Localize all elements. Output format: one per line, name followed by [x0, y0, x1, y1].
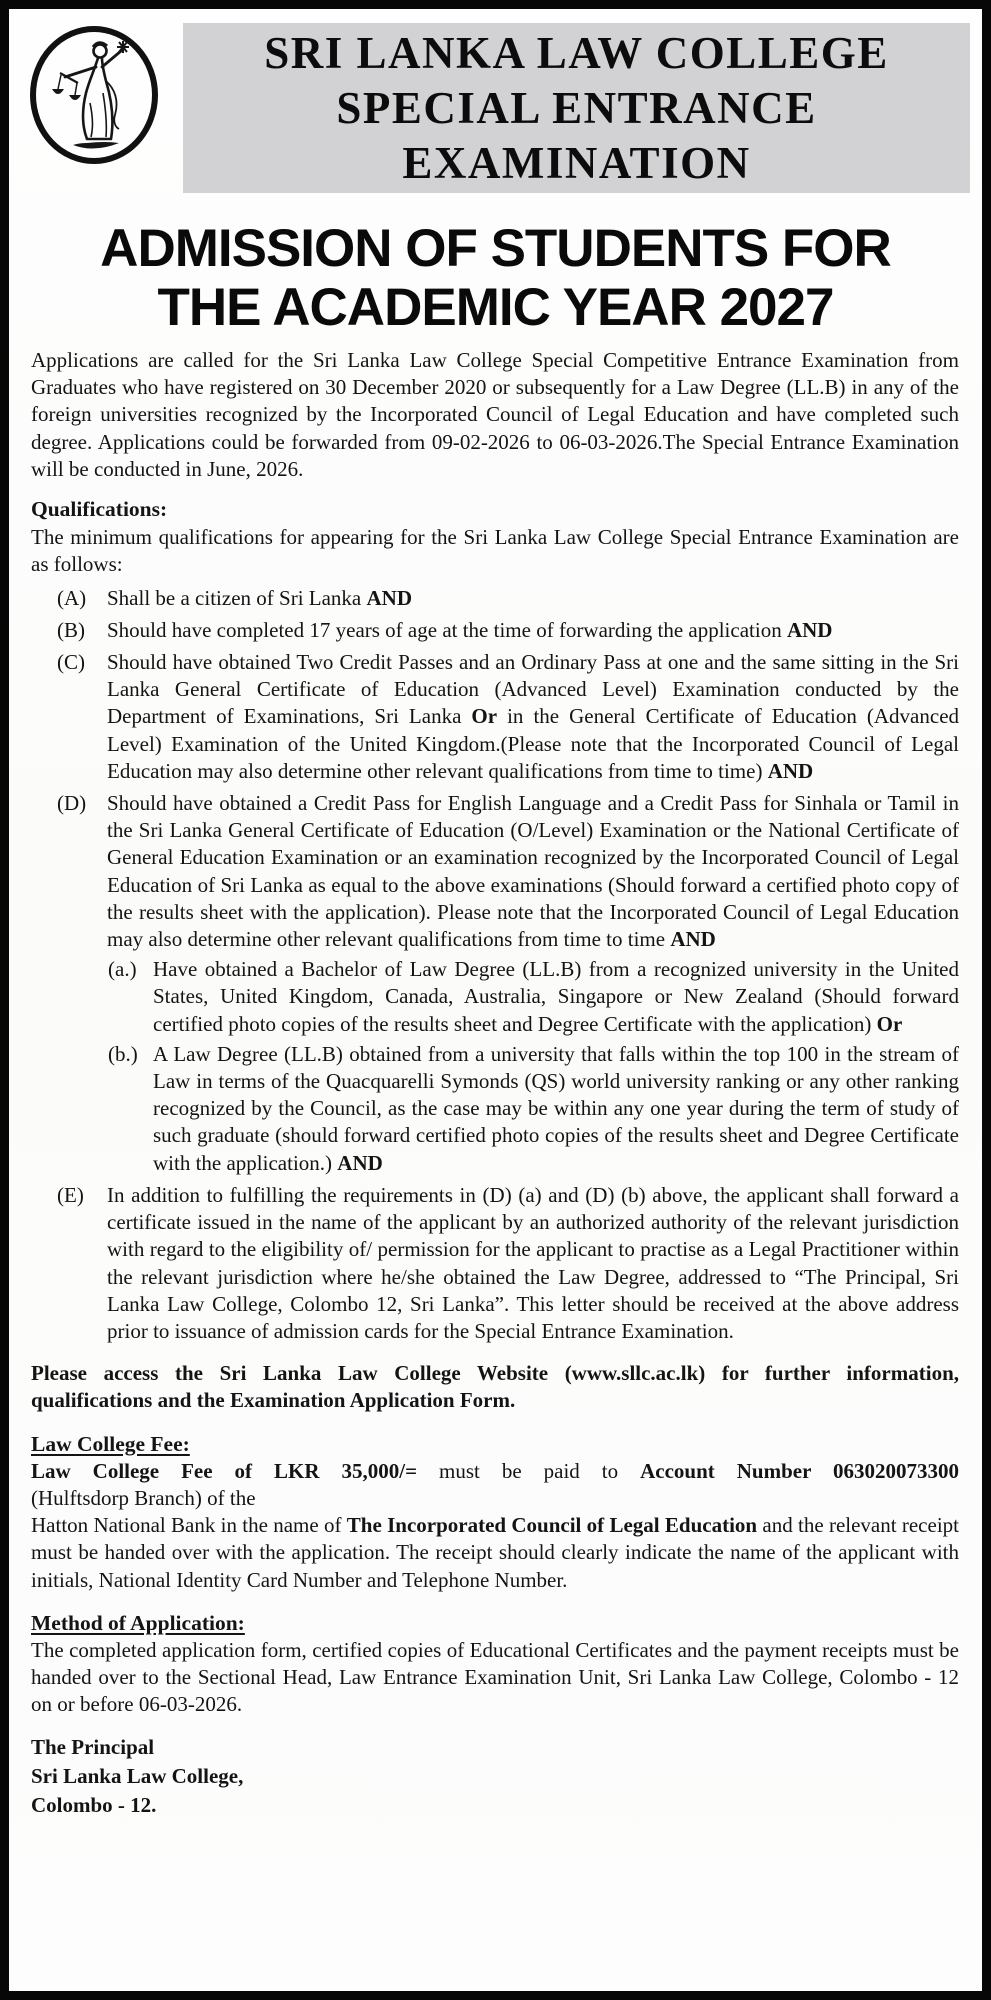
college-title-line: SPECIAL ENTRANCE: [336, 82, 817, 133]
qualifications-heading: Qualifications:: [31, 497, 168, 522]
fee-line-1: Law College Fee of LKR 35,000/= must be paid to Account Number 063020073300: [31, 1458, 959, 1483]
qualification-item-c: [31, 649, 959, 785]
method-heading: Method of Application:: [31, 1610, 245, 1635]
intro-paragraph: Applications are called for the Sri Lanka Law College Special Competitive Entrance Examination from Graduates who have registered on 30 December 2020 or subsequently for a Law Degree (LL.B) in any of the foreign universities recognized by the Incorporated Council of Legal Education and have completed such degree. Applications could be forwarded from 09-02-2026 to 06-03-2026.The Special Entrance Examination will be conducted in June, 2026.: [31, 348, 959, 481]
signature-line-city: Colombo - 12.: [31, 1792, 157, 1817]
qualification-subitem-b: [107, 1041, 959, 1177]
subitem-text: A Law Degree (LL.B) obtained from a university that falls within the top 100 in the stream of Law in terms of the Quacquarelli Symonds (QS) world university ranking or any other ranking recognized by the Council, as the case may be within any one year during the term of study of such graduate (should forward certified photo copies of the results sheet and Degree Certificate with the application.) AND: [153, 1041, 959, 1175]
item-marker: (D): [57, 791, 87, 816]
fee-section: [31, 1431, 959, 1594]
item-text: In addition to fulfilling the requirements in (D) (a) and (D) (b) above, the applicant shall forward a certificate issued in the name of the applicant by an authorized authority of the relevant jurisdiction with regard to the eligibility of/ permission for the applicant to practise as a Legal Practitioner within the relevant jurisdiction where he/she obtained the Law Degree, addressed to “The Principal, Sri Lanka Law College, Colombo 12, Sri Lanka”. This letter should be received at the above address prior to issuance of admission cards for the Special Entrance Examination.: [107, 1182, 959, 1343]
college-title-line: SRI LANKA LAW COLLEGE: [264, 27, 889, 78]
signature-line-principal: The Principal: [31, 1734, 155, 1759]
item-marker: (E): [57, 1182, 84, 1207]
headline: [9, 219, 982, 337]
qualifications-lead: The minimum qualifications for appearing for the Sri Lanka Law College Special Entrance Examination are as follows:: [31, 525, 959, 577]
signature-line-college: Sri Lanka Law College,: [31, 1763, 244, 1788]
qualification-item-b: [31, 617, 959, 644]
title-box: [183, 23, 970, 193]
headline-line-2: THE ACADEMIC YEAR 2027: [157, 278, 834, 337]
qualification-item-a: [31, 585, 959, 612]
signature-block: [31, 1733, 959, 1820]
qualification-item-d: [31, 790, 959, 1177]
item-marker: (C): [57, 650, 85, 675]
fee-body: Hatton National Bank in the name of The Incorporated Council of Legal Education and the relevant receipt must be handed over with the application. The receipt should clearly indicate the name of the applicant with initials, National Identity Card Number and Telephone Number.: [31, 1513, 959, 1592]
qualifications-list: [31, 585, 959, 1345]
qualification-item-e: [31, 1182, 959, 1345]
college-title-line: EXAMINATION: [402, 137, 751, 188]
header: [21, 23, 970, 197]
headline-line-1: ADMISSION OF STUDENTS FOR: [100, 219, 891, 278]
method-section: [31, 1610, 959, 1719]
method-body: The completed application form, certified copies of Educational Certificates and the payment receipts must be handed over to the Sectional Head, Law Entrance Examination Unit, Sri Lanka Law College, Colombo - 12 on or before 06-03-2026.: [31, 1637, 959, 1717]
law-college-emblem: [27, 23, 161, 169]
lady-justice-icon: [27, 23, 161, 169]
item-marker: (A): [57, 585, 87, 610]
item-marker: (B): [57, 617, 85, 642]
fee-heading: Law College Fee:: [31, 1431, 190, 1456]
qualification-subitem-a: [107, 956, 959, 1038]
fee-line-2: (Hulftsdorp Branch) of the: [31, 1485, 256, 1510]
item-text: Should have obtained Two Credit Passes and an Ordinary Pass at one and the same sitting in the Sri Lanka General Certificate of Education (Advanced Level) Examination conducted by the Department of Examinations, Sri Lanka Or in the General Certificate of Education (Advanced Level) Examination of the United Kingdom.(Please note that the Incorporated Council of Legal Education may also determine other relevant qualifications from time to time) AND: [107, 650, 960, 783]
item-text: Should have obtained a Credit Pass for English Language and a Credit Pass for Sinhala or Tamil in the Sri Lanka General Certificate of Education (O/Level) Examination or the National Certificate of General Education Examination or an examination recognized by the Incorporated Council of Legal Education of Sri Lanka as equal to the above examinations (Should forward a certified photo copy of the results sheet with the application). Please note that the Incorporated Council of Legal Education may also determine other relevant qualifications from time to time AND: [107, 791, 959, 952]
website-note: Please access the Sri Lanka Law College Website (www.sllc.ac.lk) for further information, qualifications and the Examination Application Form.: [31, 1361, 959, 1413]
subitem-text: Have obtained a Bachelor of Law Degree (LL.B) from a recognized university in the United States, United Kingdom, Canada, Australia, Singapore or New Zealand (Should forward certified photo copies of the results sheet and Degree Certificate with the application) Or: [153, 957, 959, 1036]
subitem-marker: (b.): [108, 1041, 138, 1066]
item-text: Shall be a citizen of Sri Lanka AND: [107, 585, 412, 610]
subitem-marker: (a.): [108, 957, 137, 982]
item-text: Should have completed 17 years of age at the time of forwarding the application AND: [107, 617, 833, 642]
